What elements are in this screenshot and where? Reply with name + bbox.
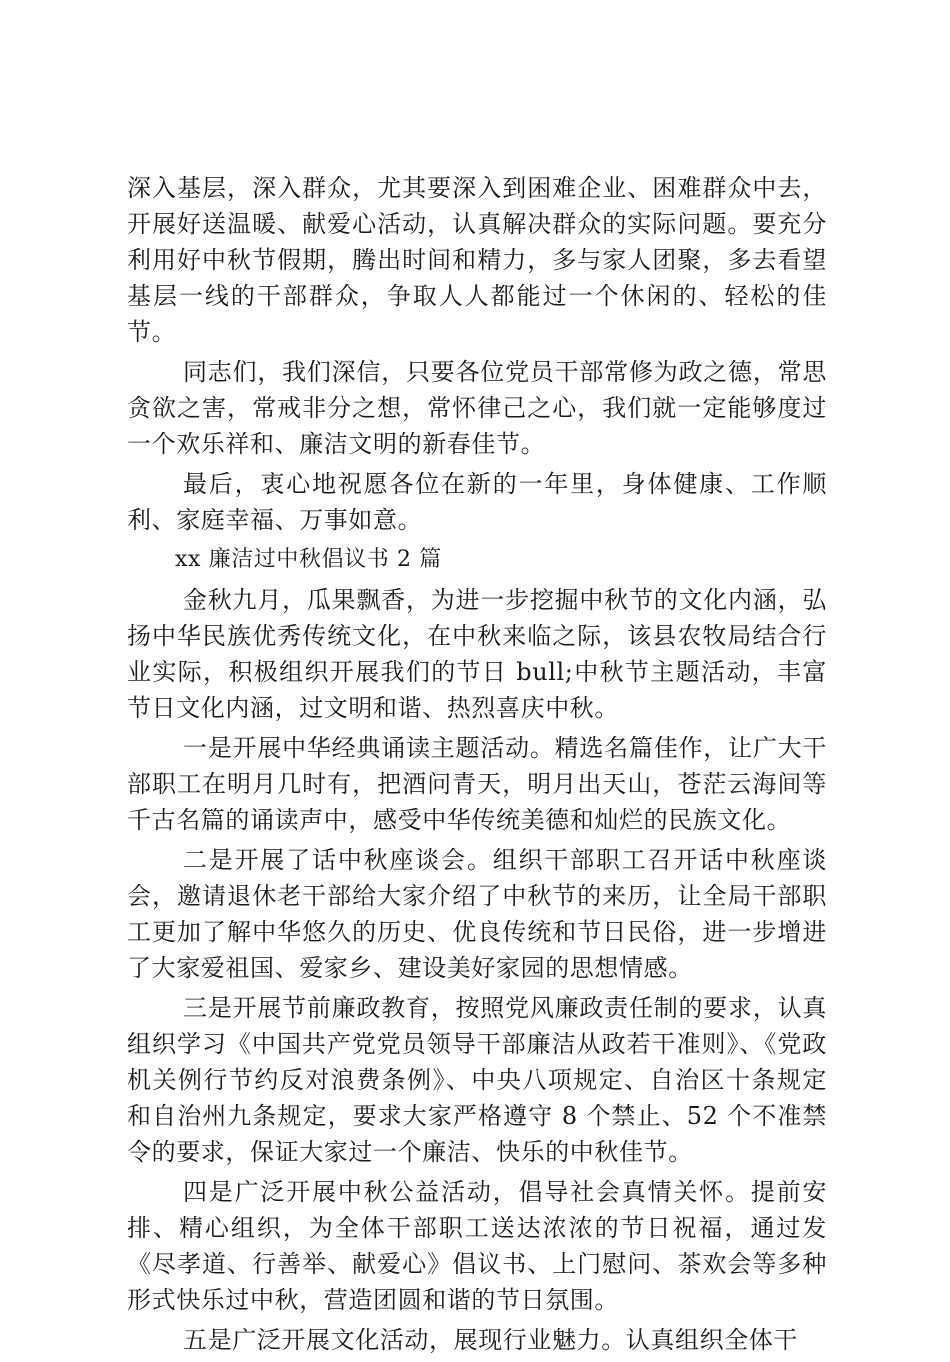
document-page: [127, 170, 827, 1362]
section-heading: xx 廉洁过中秋倡议书 2 篇: [175, 547, 442, 572]
paragraph-5: 一是开展中华经典诵读主题活动。精选名篇佳作，让广大干部职工在明月几时有，把酒问青天，明月出天山，苍茫云海间等千古名篇的诵读声中，感受中华传统美德和灿烂的民族文化。: [127, 734, 827, 834]
paragraph-7: 三是开展节前廉政教育，按照党风廉政责任制的要求，认真组织学习《中国共产党党员领导干部廉洁从政若干准则》、《党政机关例行节约反对浪费条例》、中央八项规定、自治区十条规定和自治州九条规定，要求大家严格遵守 8 个禁止、52 个不准禁令的要求，保证大家过一个廉洁、快乐的中秋佳节。: [127, 994, 827, 1166]
paragraph-3: 最后，衷心地祝愿各位在新的一年里，身体健康、工作顺利、家庭幸福、万事如意。: [127, 470, 827, 534]
paragraph-4: 金秋九月，瓜果飘香，为进一步挖掘中秋节的文化内涵，弘扬中华民族优秀传统文化，在中秋来临之际，该县农牧局结合行业实际，积极组织开展我们的节日 bull;中秋节主题活动，丰富节日文化内涵，过文明和谐、热烈喜庆中秋。: [127, 586, 827, 722]
paragraph-1: 深入基层，深入群众，尤其要深入到困难企业、困难群众中去，开展好送温暖、献爱心活动，认真解决群众的实际问题。要充分利用好中秋节假期，腾出时间和精力，多与家人团聚，多去看望基层一线的干部群众，争取人人都能过一个休闲的、轻松的佳节。: [127, 174, 827, 346]
paragraph-2: 同志们，我们深信，只要各位党员干部常修为政之德，常思贪欲之害，常戒非分之想，常怀律己之心，我们就一定能够度过一个欢乐祥和、廉洁文明的新春佳节。: [127, 358, 827, 458]
paragraph-9: 五是广泛开展文化活动，展现行业魅力。认真组织全体干: [183, 1326, 798, 1354]
paragraph-8: 四是广泛开展中秋公益活动，倡导社会真情关怀。提前安排、精心组织，为全体干部职工送达浓浓的节日祝福，通过发《尽孝道、行善举、献爱心》倡议书、上门慰问、茶欢会等多种形式快乐过中秋，营造团圆和谐的节日氛围。: [127, 1178, 827, 1314]
paragraph-6: 二是开展了话中秋座谈会。组织干部职工召开话中秋座谈会，邀请退休老干部给大家介绍了中秋节的来历，让全局干部职工更加了解中华悠久的历史、优良传统和节日民俗，进一步增进了大家爱祖国、爱家乡、建设美好家园的思想情感。: [127, 846, 827, 982]
